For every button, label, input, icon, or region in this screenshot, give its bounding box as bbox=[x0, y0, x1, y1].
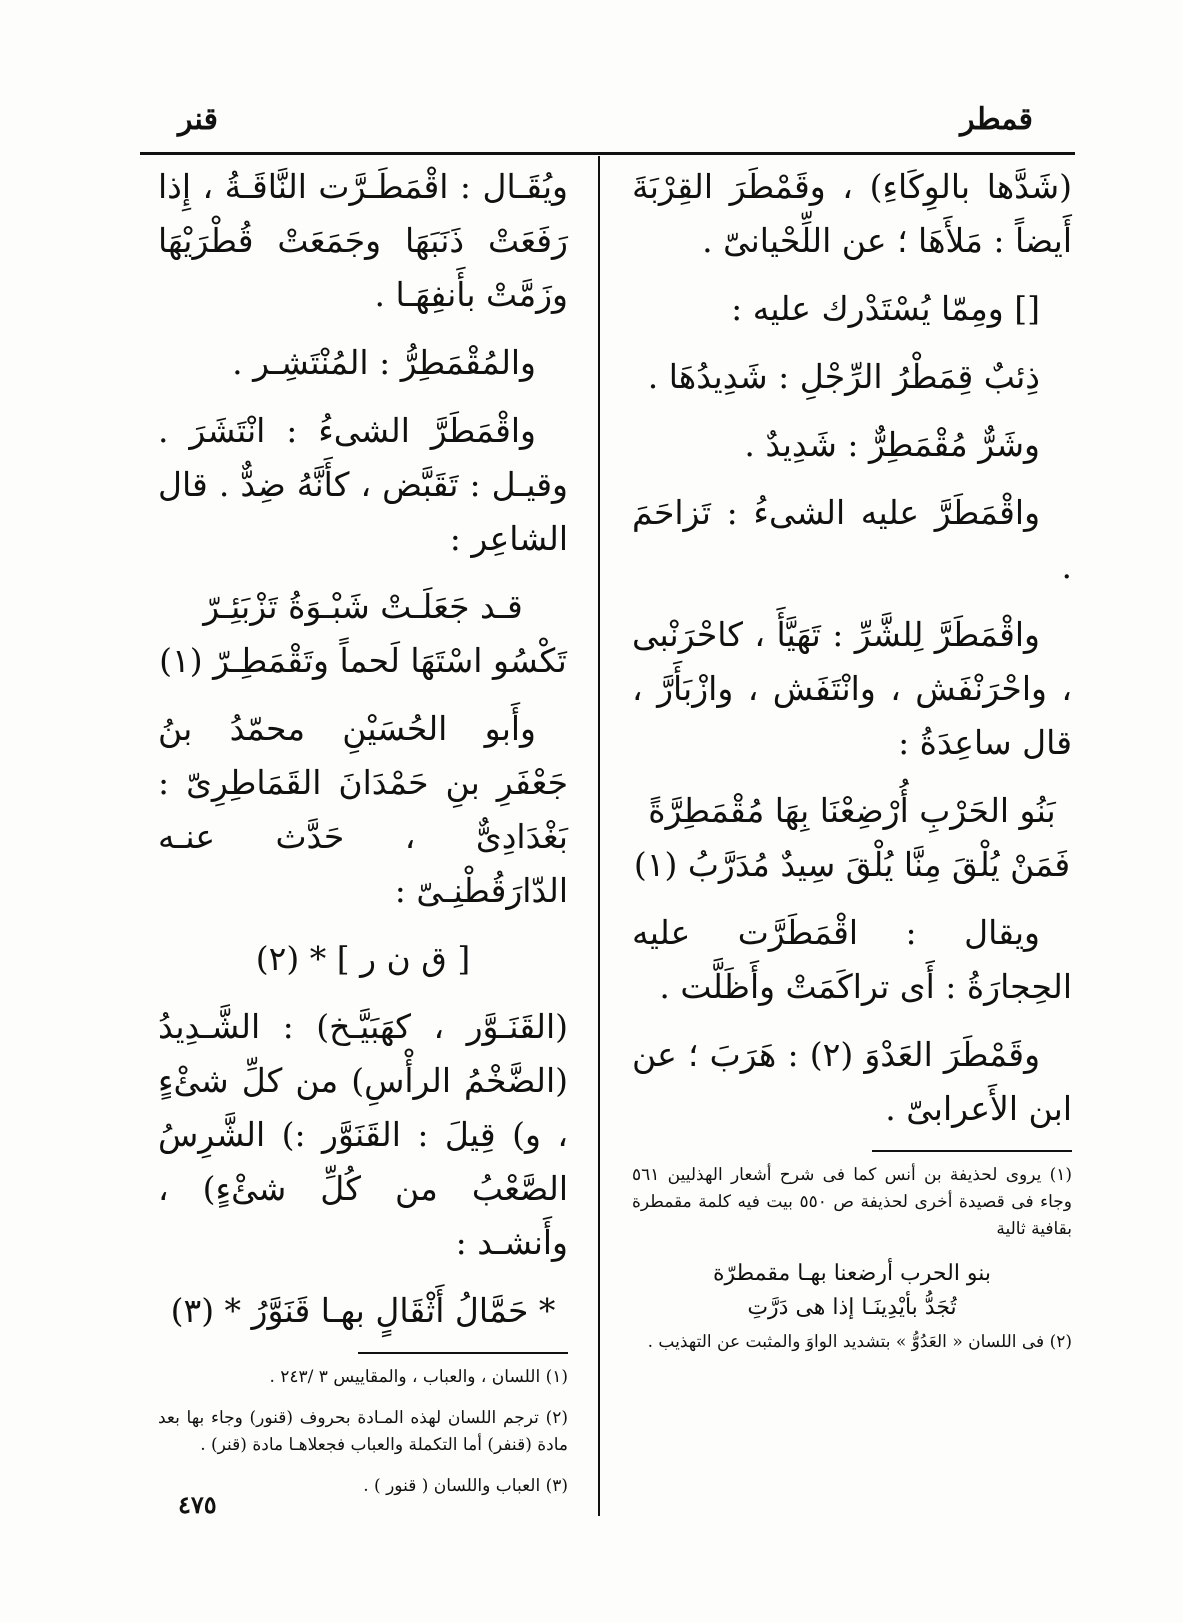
verse-line: فَمَنْ يُلْقَ مِنَّا يُلْقَ سِيدٌ مُدَرَّبُ (١) bbox=[633, 845, 1071, 884]
paragraph: وقَمْطَرَ العَدْوَ (٢) : هَرَبَ ؛ عن ابن الأَعرابىّ . bbox=[632, 1035, 1072, 1128]
verse bbox=[158, 580, 568, 688]
verse-line: بنو الحرب أرضعنا بهـا مقمطرّة bbox=[712, 1261, 992, 1286]
page-number: ٤٧٥ bbox=[178, 1490, 217, 1519]
header-entry-left: قنر bbox=[178, 102, 218, 137]
paragraph: واقْمَطَرَّ لِلشَّرِّ : تَهَيَّأَ ، كاحْرَنْبى ، واحْرَنْفَش ، وانْتَفَش ، وازْبَأَرَّ ، قال ساعِدَةُ : bbox=[632, 615, 1072, 762]
footnote-rule bbox=[358, 1352, 568, 1354]
footnote: (١) يروى لحذيفة بن أنس كما فى شرح أشعار الهذليين ٥٦١ وجاء فى قصيدة أخرى لحذيفة ص ٥٥٠ بيت فيه كلمة مقمطرة بقافية ثالية bbox=[632, 1165, 1072, 1239]
footnote-rule bbox=[872, 1150, 1072, 1152]
footnote: (٢) ترجم اللسان لهذه المـادة بحروف (قنور) وجاء بها بعد مادة (قنفر) أما التكملة والعباب فجعلاهـا مادة (قنر) . bbox=[158, 1408, 568, 1455]
verse-line: تَكْسُو اسْتَهَا لَحماً وتَقْمَطِـرّ (١) bbox=[159, 641, 567, 680]
footnote-verse bbox=[632, 1257, 1072, 1325]
footnote: (٢) فى اللسان « العَدُوُّ » بتشديد الواوَ والمثبت عن التهذيب . bbox=[647, 1332, 1072, 1352]
paragraph: (القَنَـوَّر ، كهَبَيَّـخ) : الشَّـدِيدُ (الضَّخْمُ الرأْسِ) من كلِّ شئْءٍ ، و) قِيلَ : القَنَوَّر :) الشَّرِسُ الصَّعْبُ من كُلِّ شئْءٍ) ، وأَنشـد : bbox=[158, 1007, 568, 1262]
paragraph: (شَدَّها بالوِكَاءِ) ، وقَمْطَرَ القِرْبَةَ أَيضاً : مَلأَهَا ؛ عن اللِّحْيانىّ . bbox=[632, 167, 1072, 260]
paragraph: واقْمَطَرَّ الشىءُ : انْتَشَرَ . وقيـل : تَقَبَّض ، كأَنَّهُ ضِدٌّ . قال الشاعِر : bbox=[158, 411, 568, 558]
footnote: (١) اللسان ، والعباب ، والمقاييس ٣ /٢٤٣ . bbox=[269, 1367, 568, 1387]
paragraph: ويُقَـال : اقْمَطَـرَّت النَّاقَـةُ ، إِذا رَفَعَتْ ذَنَبَهَا وجَمَعَتْ قُطْرَيْهَا وزَمَّتْ بأَنفِهَـا . bbox=[158, 167, 568, 314]
section-heading: [ ق ن ر ] * (٢) bbox=[255, 939, 471, 978]
paragraph: والمُقْمَطِرُّ : المُنْتَشِـر . bbox=[232, 343, 536, 382]
column-divider bbox=[598, 156, 600, 1516]
verse-line: بَنُو الحَرْبِ أُرْضِعْنَا بِهَا مُقْمَطِرَّةً bbox=[648, 791, 1056, 830]
verse bbox=[632, 784, 1072, 892]
left-column bbox=[158, 160, 568, 1514]
paragraph: وأَبو الحُسَيْنِ محمّدُ بنُ جَعْفَرِ بنِ حَمْدَانَ القَمَاطِرِىّ : بَغْدَادِىٌّ ، حَدَّث عنـه الدّارَقُطْنِـىّ : bbox=[158, 709, 568, 910]
verse: * حَمَّالُ أَثْقَالٍ بهـا قَنَوَّرُ * (٣) bbox=[170, 1291, 556, 1330]
paragraph: وشَرٌّ مُقْمَطِرٌّ : شَدِيدٌ . bbox=[744, 425, 1040, 464]
footnote: (٣) العباب واللسان ( قنور ) . bbox=[363, 1476, 568, 1496]
verse-line: تُجَدُّ بأيْدِينَـا إذا هى دَرَّتِ bbox=[747, 1295, 957, 1320]
verse-line: قـد جَعَلَـتْ شَبْـوَةُ تَزْبَئِـرّ bbox=[203, 587, 523, 626]
right-column bbox=[632, 160, 1072, 1370]
header-rule bbox=[140, 152, 1075, 155]
paragraph: واقْمَطَرَّ عليه الشىءُ : تَزاحَمَ . bbox=[632, 493, 1072, 586]
paragraph: ويقال : اقْمَطَرَّت عليه الحِجارَةُ : أَى تراكَمَتْ وأَظَلَّت . bbox=[632, 913, 1072, 1006]
paragraph: ذِئبٌ قِمَطْرُ الرِّجْلِ : شَدِيدُهَا . bbox=[647, 357, 1040, 396]
paragraph: [] ومِمّا يُسْتَدْرك عليه : bbox=[731, 289, 1040, 328]
header-entry-right: قمطر bbox=[960, 102, 1033, 137]
